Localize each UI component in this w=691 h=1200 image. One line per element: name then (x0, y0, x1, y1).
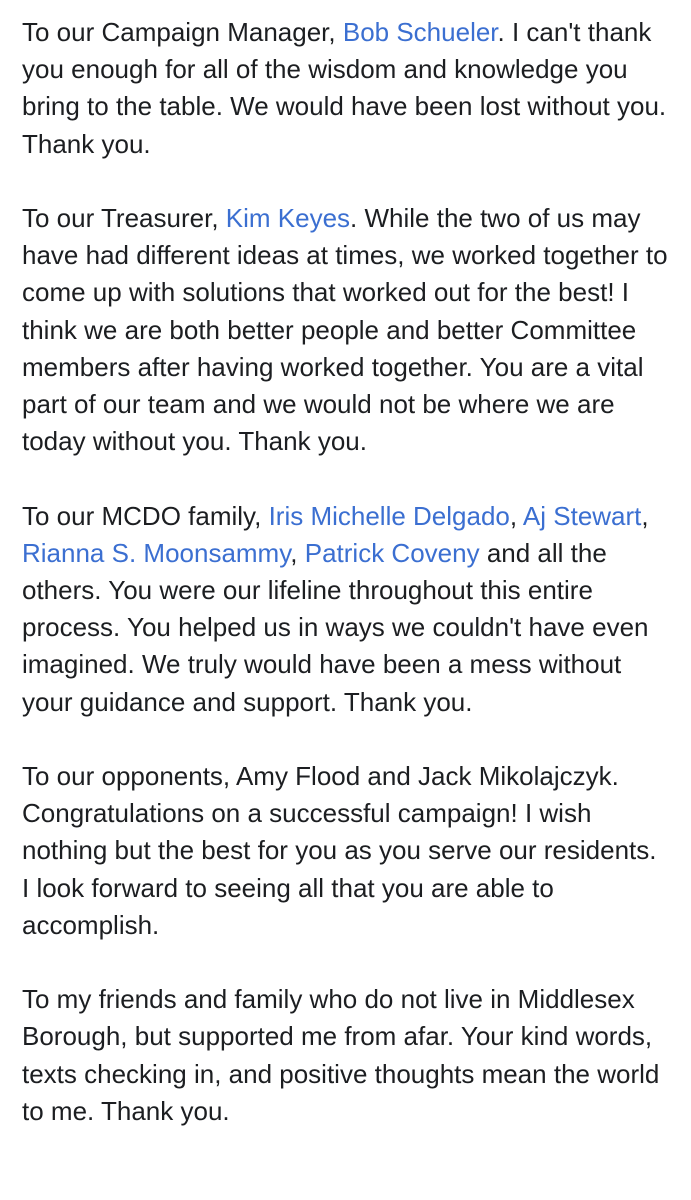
mention-link-bob-schueler[interactable]: Bob Schueler (342, 17, 498, 47)
paragraph-mcdo-family (22, 498, 669, 721)
mention-link-rianna-s-moonsammy[interactable]: Rianna S. Moonsammy (22, 537, 291, 568)
separator-text: , (641, 500, 649, 531)
separator-text: , (509, 500, 523, 531)
paragraph-text: To our Campaign Manager, (22, 17, 343, 47)
separator-text: , (290, 537, 305, 568)
mention-link-iris-michelle-delgado[interactable]: Iris Michelle Delgado (268, 500, 510, 531)
mention-link-aj-stewart[interactable]: Aj Stewart (522, 500, 642, 531)
paragraph-text: . I can't thank you enough for all of the wisdom and knowledge you bring to the table. We would have been lost without you. Thank you. (22, 17, 667, 159)
paragraph-campaign-manager (22, 14, 669, 163)
paragraph-text: and all the others. You were our lifeline throughout this entire process. You helped us in ways we couldn't have even imagined. We truly would have been a mess without your guidance and support. Thank you. (22, 537, 649, 717)
paragraph-text: To our opponents, Amy Flood and Jack Mikolajczyk. Congratulations on a successful campaign! I wish nothing but the best for you as you serve our residents. I look forward to seeing all that you are able to accomplish. (22, 761, 657, 940)
mention-link-patrick-coveny[interactable]: Patrick Coveny (304, 537, 480, 568)
paragraph-opponents (22, 758, 669, 944)
mention-link-kim-keyes[interactable]: Kim Keyes (225, 203, 351, 233)
paragraph-text: To our MCDO family, (22, 500, 269, 531)
paragraph-text: To our Treasurer, (22, 203, 226, 233)
paragraph-text: To my friends and family who do not live in Middlesex Borough, but supported me from afar. Your kind words, texts checking in, and positive thoughts mean the world to me. Thank you. (22, 984, 660, 1126)
paragraph-text: . While the two of us may have had different ideas at times, we worked together to come up with solutions that worked out for the best! I think we are both better people and better Committee members after having worked together. You are a vital part of our team and we would not be where we are today without you. Thank you. (22, 203, 668, 457)
paragraph-treasurer (22, 200, 669, 460)
paragraph-friends-family (22, 981, 669, 1130)
